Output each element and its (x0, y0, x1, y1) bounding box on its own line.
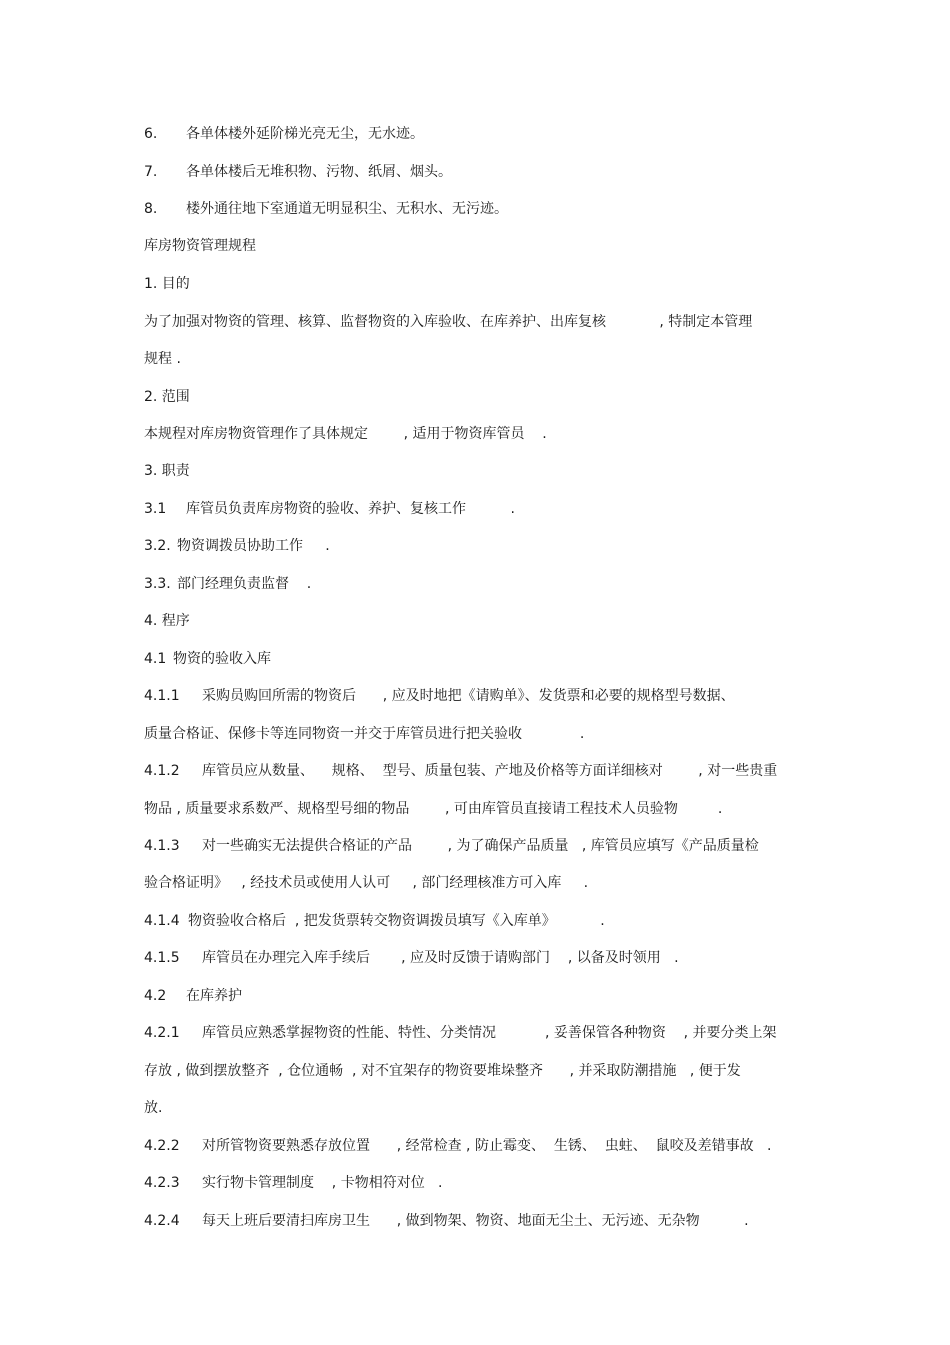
list-item-6 (144, 124, 424, 144)
clause-4-1-1 (144, 686, 735, 706)
heading-duties: 3. 职责 (144, 463, 190, 479)
list-item-8 (144, 199, 508, 219)
item-number: 8. (144, 201, 158, 217)
clause-number: 4.1.4 (144, 913, 180, 929)
clause-number: 4.1.3 (144, 838, 180, 854)
clause-text: 库管员应从数量、 规格、 型号、质量包装、产地及价格等方面详细核对 , 对一些贵重 (202, 763, 778, 779)
clause-number: 4.2.4 (144, 1213, 180, 1229)
clause-4-1-2 (144, 761, 777, 781)
item-number: 6. (144, 126, 158, 142)
clause-text: 实行物卡管理制度 , 卡物相符对位 . (202, 1175, 443, 1191)
paragraph-line: 规程 . (144, 351, 181, 367)
paragraph-line: 质量合格证、保修卡等连同物资一并交于库管员进行把关验收 . (144, 726, 585, 742)
clause-3-1 (144, 499, 515, 519)
list-item-7 (144, 162, 452, 182)
item-text: 楼外通往地下室通道无明显积尘、无积水、无污迹。 (186, 201, 508, 217)
clause-text: 物资调拨员协助工作 . (177, 538, 330, 554)
clause-4-1-4 (144, 911, 605, 931)
item-text: 各单体楼外延阶梯光亮无尘，无水迹。 (186, 126, 424, 142)
clause-4-1-3 (144, 836, 759, 856)
paragraph-line: 存放 , 做到摆放整齐 , 仓位通畅 , 对不宜架存的物资要堆垛整齐 , 并采取防潮措施 , 便于发 (144, 1063, 741, 1079)
clause-text: 对所管物资要熟悉存放位置 , 经常检查 , 防止霉变、 生锈、 虫蛀、 鼠咬及差错事故 . (202, 1138, 772, 1154)
clause-number: 4.2.3 (144, 1175, 180, 1191)
clause-number: 3.2. (144, 538, 171, 554)
clause-text: 库管员负责库房物资的验收、养护、复核工作 . (186, 501, 515, 517)
clause-number: 4.1.5 (144, 950, 180, 966)
clause-3-3 (144, 574, 311, 594)
clause-4-2 (144, 986, 242, 1006)
clause-text: 对一些确实无法提供合格证的产品 , 为了确保产品质量 , 库管员应填写《产品质量检 (202, 838, 759, 854)
clause-text: 采购员购回所需的物资后 , 应及时地把《请购单》、发货票和必要的规格型号数据、 (202, 688, 735, 704)
clause-number: 3.1 (144, 501, 167, 517)
clause-4-2-3 (144, 1173, 443, 1193)
heading-purpose: 1. 目的 (144, 276, 190, 292)
clause-4-2-1 (144, 1023, 777, 1043)
paragraph-line: 验合格证明》 , 经技术员或使用人认可 , 部门经理核准方可入库 . (144, 875, 589, 891)
paragraph-line: 为了加强对物资的管理、核算、监督物资的入库验收、在库养护、出库复核 , 特制定本管理 (144, 314, 753, 330)
clause-text: 库管员应熟悉掌握物资的性能、特性、分类情况 , 妥善保管各种物资 , 并要分类上架 (202, 1025, 777, 1041)
item-text: 各单体楼后无堆积物、污物、纸屑、烟头。 (186, 164, 452, 180)
clause-4-2-4 (144, 1211, 749, 1231)
clause-text: 每天上班后要清扫库房卫生 , 做到物架、物资、地面无尘土、无污迹、无杂物 . (202, 1213, 749, 1229)
section-title: 库房物资管理规程 (144, 238, 256, 254)
clause-4-1 (144, 649, 271, 669)
clause-number: 4.1.2 (144, 763, 180, 779)
heading-procedure: 4. 程序 (144, 613, 190, 629)
clause-text: 部门经理负责监督 . (177, 576, 312, 592)
clause-3-2 (144, 536, 330, 556)
clause-4-2-2 (144, 1136, 771, 1156)
clause-number: 4.1 (144, 651, 167, 667)
paragraph-line: 物品 , 质量要求系数严、规格型号细的物品 , 可由库管员直接请工程技术人员验物 . (144, 801, 723, 817)
clause-number: 4.2 (144, 988, 167, 1004)
clause-number: 4.1.1 (144, 688, 180, 704)
clause-number: 3.3. (144, 576, 171, 592)
clause-text: 库管员在办理完入库手续后 , 应及时反馈于请购部门 , 以备及时领用 . (202, 950, 679, 966)
clause-number: 4.2.1 (144, 1025, 180, 1041)
heading-scope: 2. 范围 (144, 389, 190, 405)
paragraph-line: 本规程对库房物资管理作了具体规定 , 适用于物资库管员 . (144, 426, 547, 442)
clause-number: 4.2.2 (144, 1138, 180, 1154)
item-number: 7. (144, 164, 158, 180)
clause-text: 物资验收合格后 , 把发货票转交物资调拨员填写《入库单》 . (188, 913, 605, 929)
clause-4-1-5 (144, 948, 679, 968)
paragraph-line: 放. (144, 1100, 163, 1116)
clause-text: 物资的验收入库 (173, 651, 271, 667)
clause-text: 在库养护 (186, 988, 242, 1004)
